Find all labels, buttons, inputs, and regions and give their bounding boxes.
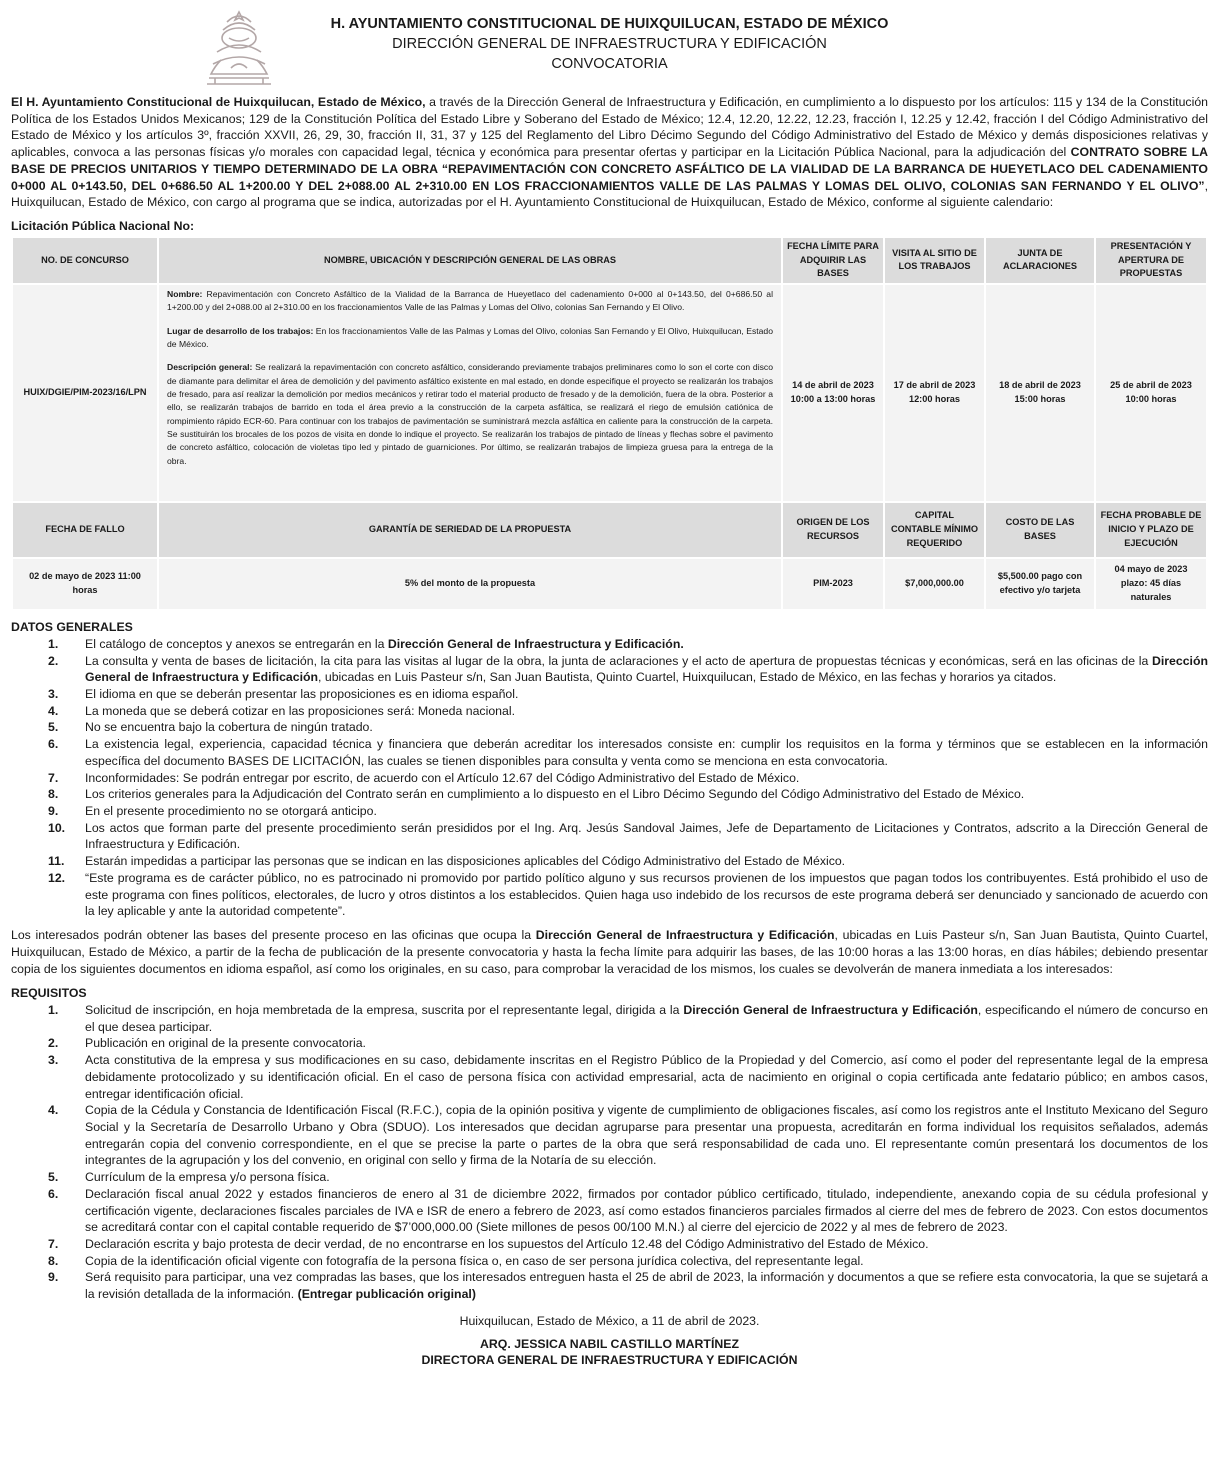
list-item-number: 7. [48, 770, 59, 785]
list-item-text [85, 1002, 1208, 1035]
capital-value: $7,000,000.00 [885, 559, 984, 609]
concurso-number: HUIX/DGIE/PIM-2023/16/LPN [13, 285, 157, 501]
list-item-text [85, 1169, 1208, 1186]
nombre-text: Repavimentación con Concreto Asfáltico de la Vialidad de la Barranca de Hueyetlaco del cadenamiento 0+000 al 0+143.50, del 0+686.50 al 1+200.00 y del 2+088.00 al 2+310.00 en los fraccionamientos Valle de las Palmas y Lomas del Olivo, colonias San Fernando y El Olivo. [167, 289, 773, 313]
col-header-visita: VISITA AL SITIO DE LOS TRABAJOS [885, 238, 984, 283]
obra-description [159, 285, 781, 501]
list-item-text [85, 719, 1208, 736]
list-item-segment-b: (Entregar publicación original) [297, 1287, 476, 1302]
requisitos-item [11, 1186, 1208, 1236]
list-item-number: 1. [48, 1002, 59, 1017]
requisitos-item [11, 1236, 1208, 1253]
nombre-label: Nombre: [167, 289, 203, 300]
list-item-segment-a: Estarán impedidas a participar las personas que se indican en las disposiciones aplicables del Código Administrativo del Estado de México. [85, 854, 846, 869]
requisitos-item [11, 1269, 1208, 1302]
list-item-number: 8. [48, 1253, 59, 1268]
details-header-row [13, 503, 1206, 557]
datos-generales-item [11, 803, 1208, 820]
list-item-segment-a: Solicitud de inscripción, en hoja membretada de la empresa, suscrita por el representante legal, dirigida a la [85, 1002, 684, 1017]
header-line-3: CONVOCATORIA [551, 56, 668, 72]
list-item-segment-a: Acta constitutiva de la empresa y sus modificaciones en su caso, debidamente inscritas en el Registro Público de la Propiedad y del Comercio, así como el poder del representante legal de la empresa debidamente protocolizado y su identificación oficial. En el caso de persona física con actividad empresarial, acta de nacimiento en original o copia certificada ante fedatario público; en ambos casos, entregar identificación oficial. [85, 1053, 1208, 1101]
place-date: Huixquilucan, Estado de México, a 11 de abril de 2023. [459, 1313, 760, 1328]
list-item-segment-a: El idioma en que se deberán presentar las proposiciones es en idioma español. [85, 687, 519, 702]
list-item-number: 12. [48, 870, 66, 885]
list-item-text [85, 1253, 1208, 1270]
list-item-number: 9. [48, 1270, 59, 1285]
col-header-nombre: NOMBRE, UBICACIÓN Y DESCRIPCIÓN GENERAL DE LAS OBRAS [159, 238, 781, 283]
origen-value: PIM-2023 [783, 559, 883, 609]
intro-issuer: El H. Ayuntamiento Constitucional de Huixquilucan, Estado de México, [11, 95, 426, 109]
col-header-costo: COSTO DE LAS BASES [986, 503, 1094, 557]
list-item-text [85, 736, 1208, 769]
calendar-header-row [13, 238, 1206, 283]
list-item-number: 10. [48, 820, 66, 835]
list-item-text [85, 686, 1208, 703]
requisitos-title: REQUISITOS [11, 986, 87, 1001]
list-item-number: 2. [48, 1036, 59, 1051]
requisitos-item [11, 1253, 1208, 1270]
datos-generales-item [11, 686, 1208, 703]
signer-position: DIRECTORA GENERAL DE INFRAESTRUCTURA Y EDIFICACIÓN [421, 1353, 798, 1368]
datos-generales-item [11, 786, 1208, 803]
list-item-number: 4. [48, 703, 59, 718]
list-item-segment-a: El catálogo de conceptos y anexos se entregarán en la [85, 636, 388, 651]
col-header-inicio: FECHA PROBABLE DE INICIO Y PLAZO DE EJECUCIÓN [1096, 503, 1206, 557]
header-line-2: DIRECCIÓN GENERAL DE INFRAESTRUCTURA Y EDIFICACIÓN [392, 36, 827, 52]
list-item-segment-a: Declaración escrita y bajo protesta de decir verdad, de no encontrarse en los supuestos del Artículo 12.48 del Código Administrativo del Estado de México. [85, 1237, 929, 1252]
datos-generales-item [11, 870, 1208, 920]
list-item-segment-a: Inconformidades: Se podrán entregar por escrito, de acuerdo con el Artículo 12.67 del Código Administrativo del Estado de México. [85, 770, 800, 785]
garantia-value: 5% del monto de la propuesta [159, 559, 781, 609]
inicio-value: 04 mayo de 2023 plazo: 45 días naturales [1096, 559, 1206, 609]
list-item-text [85, 703, 1208, 720]
list-item-number: 3. [48, 687, 59, 702]
list-item-text [85, 853, 1208, 870]
col-header-junta: JUNTA DE ACLARACIONES [986, 238, 1094, 283]
list-item-number: 11. [48, 854, 65, 869]
list-item-number: 5. [48, 720, 59, 735]
fecha-limite-value: 14 de abril de 2023 10:00 a 13:00 horas [783, 285, 883, 501]
datos-generales-title: DATOS GENERALES [11, 620, 133, 635]
list-item-segment-a: Los actos que forman parte del presente procedimiento serán presididos por el Ing. Arq. Jesús Sandoval Jaimes, Jefe de Departamento de Licitaciones y Contratos, adscrito a la Dirección General de Infraestructura y Edificación. [85, 820, 1208, 852]
list-item-segment-a: En el presente procedimiento no se otorgará anticipo. [85, 804, 377, 819]
col-header-fecha-limite: FECHA LÍMITE PARA ADQUIRIR LAS BASES [783, 238, 883, 283]
list-item-number: 4. [48, 1103, 59, 1118]
list-item-text [85, 1035, 1208, 1052]
interesados-text-1: Los interesados podrán obtener las bases del presente proceso en las oficinas que ocupa la [11, 928, 536, 943]
list-item-number: 9. [48, 804, 59, 819]
signer-name: ARQ. JESSICA NABIL CASTILLO MARTÍNEZ [480, 1336, 739, 1351]
list-item-number: 6. [48, 737, 59, 752]
list-item-text [85, 1186, 1208, 1236]
col-header-origen: ORIGEN DE LOS RECURSOS [783, 503, 883, 557]
list-item-text [85, 803, 1208, 820]
list-item-text [85, 1102, 1208, 1169]
col-header-concurso: NO. DE CONCURSO [13, 238, 157, 283]
datos-generales-item [11, 636, 1208, 653]
col-header-capital: CAPITAL CONTABLE MÍNIMO REQUERIDO [885, 503, 984, 557]
list-item-segment-b: Dirección General de Infraestructura y Edificación [683, 1002, 978, 1017]
list-item-segment-c: , especificando el número de concurso en el que desea participar. [85, 1002, 1208, 1034]
calendar-table [11, 236, 1208, 611]
requisitos-item [11, 1035, 1208, 1052]
col-header-garantia: GARANTÍA DE SERIEDAD DE LA PROPUESTA [159, 503, 781, 557]
datos-generales-list [11, 636, 1208, 920]
interesados-text-2: , ubicadas en Luis Pasteur s/n, San Juan Bautista, Quinto Cuartel, Huixquilucan, Estado de México, a partir de la fecha de publicación de la presente convocatoria y hasta la fecha límite para adquirir las bases, de las 10:00 horas a las 13:00 horas, en días hábiles; debiendo presentar copia de los siguientes documentos en idioma español, así como los originales, en su caso, para comprobar la veracidad de los mismos, los cuales se devolverán de manera inmediata a los interesados: [11, 928, 1209, 976]
datos-generales-item [11, 770, 1208, 787]
list-item-segment-a: Será requisito para participar, una vez compradas las bases, que los interesados entreguen hasta el 25 de abril de 2023, la información y documentos a que se refiere esta convocatoria, la que se sujetará a la revisión detallada de la información. [85, 1270, 1208, 1302]
list-item-text [85, 653, 1208, 686]
header-title-block [11, 14, 1208, 74]
list-item-number: 3. [48, 1053, 59, 1068]
visita-value: 17 de abril de 2023 12:00 horas [885, 285, 984, 501]
list-item-segment-a: Los criterios generales para la Adjudicación del Contrato serán en cumplimiento a lo dispuesto en el Libro Décimo Segundo del Código Administrativo del Estado de México. [85, 787, 1025, 802]
col-header-fallo: FECHA DE FALLO [13, 503, 157, 557]
lugar-text: En los fraccionamientos Valle de las Palmas y Lomas del Olivo, colonias San Fernando y El Olivo, Huixquilucan, Estado de México. [167, 325, 773, 350]
licitacion-label: Licitación Pública Nacional No: [11, 219, 195, 234]
datos-generales-item [11, 653, 1208, 686]
intro-text-1: a través de la Dirección General de Infraestructura y Edificación, en cumplimiento a lo dispuesto por los artículos: 115 y 134 de la Constitución Política de los Estados Unidos Mexicanos; 129 de la Constitución Política del Estado Libre y Soberano del Estado de México; 12.4, 12.20, 12.22, 12.23, fracción I, 12.25 y 12.42, fracción I del Código Administrativo del Estado de México y los artículos 3º, fracción XXVII, 26, 29, 30, fracción II, 31, 37 y 125 del Reglamento del Libro Décimo Segundo del Código Administrativo del Estado de México y demás disposiciones relativas y aplicables, convoca a las personas físicas y/o morales con capacidad legal, técnica y económica para presentar ofertas y participar en la Licitación Pública Nacional, para la adjudicación del [11, 95, 1208, 160]
list-item-segment-a: La consulta y venta de bases de licitación, la cita para las visitas al lugar de la obra, la junta de aclaraciones y el acto de apertura de propuestas técnicas y económicas, será en las oficinas de la [85, 653, 1152, 668]
list-item-segment-b: Dirección General de Infraestructura y Edificación. [387, 636, 684, 651]
intro-text-2: , Huixquilucan, Estado de México, con cargo al programa que se indica, autorizadas por el H. Ayuntamiento Constitucional de Huixquilucan, Estado de México, conforme al siguiente calendario: [11, 178, 1208, 210]
list-item-segment-a: “Este programa es de carácter público, no es patrocinado ni promovido por partido político alguno y sus recursos provienen de los impuestos que pagan todos los contribuyentes. Está prohibido el uso de este programa con fines políticos, electorales, de lucro y otros distintos a los establecidos. Quien haga uso indebido de los recursos de este programa deberá ser denunciado y sancionado de acuerdo con la ley aplicable y ante la autoridad competente”. [85, 870, 1208, 919]
calendar-data-row [13, 285, 1206, 501]
list-item-number: 8. [48, 787, 59, 802]
list-item-segment-a: Declaración fiscal anual 2022 y estados financieros de enero al 31 de diciembre 2022, firmados por contador público certificado, titulado, independiente, anexando copia de su cédula profesional y certificación vigente, declaraciones fiscales parciales de IVA e ISR de enero a febrero de 2023, así como estados financieros parciales firmados al cierre del mes de febrero de 2023. Con estos documentos se acreditará contar con el capital contable requerido de $7’000,000.00 (Siete millones de pesos 00/100 M.N.) al cierre del ejercicio de 2022 y al mes de febrero de 2023. [85, 1186, 1208, 1235]
header [11, 0, 1208, 86]
fallo-value: 02 de mayo de 2023 11:00 horas [13, 559, 157, 609]
list-item-segment-a: No se encuentra bajo la cobertura de ningún tratado. [85, 720, 373, 735]
details-data-row [13, 559, 1206, 609]
list-item-segment-a: Copia de la identificación oficial vigente con fotografía de la persona física o, en caso de ser persona jurídica colectiva, del representante legal. [85, 1253, 864, 1268]
list-item-number: 6. [48, 1186, 59, 1201]
requisitos-item [11, 1169, 1208, 1186]
list-item-number: 2. [48, 653, 59, 668]
list-item-number: 7. [48, 1237, 59, 1252]
datos-generales-item [11, 853, 1208, 870]
list-item-number: 5. [48, 1170, 59, 1185]
list-item-text [85, 636, 1208, 653]
descripcion-text: Se realizará la repavimentación con concreto asfáltico, considerando previamente trabajos preliminares como lo son el corte con disco de diamante para delimitar el área de demolición y del pavimento asfáltico existente en mal estado, en donde especifique el proyecto se realizarán los trabajos de fresado, para así realizar la demolición por medios mecánicos y retirar todo el material producto de fresado y de la demolición, fuera de la obra. Posterior a ello, se realizarán trabajos de barrido en toda el área previo a la construcción de la carpeta asfáltica, se realizará el riego de emulsión catiónica de rompimiento rápido ECR-60. Para continuar con los trabajos de pavimentación se suministrará mezcla asfáltica en caliente para la construcción de la carpeta. Se sustituirán los brocales de los pozos de visita en donde lo indique el proyecto. Se realizarán los trabajos de pintado de líneas y flechas sobre el pavimento de concreto asfáltico, colocación de violetas tipo led y pintado de guarniciones. Por último, se realizarán trabajos de limpieza gruesa para la entrega de la obra. [167, 362, 773, 466]
datos-generales-item [11, 820, 1208, 853]
list-item-text [85, 770, 1208, 787]
datos-generales-item [11, 719, 1208, 736]
requisitos-item [11, 1002, 1208, 1035]
descripcion-label: Descripción general: [167, 362, 253, 373]
footer [11, 1313, 1208, 1369]
presentacion-value: 25 de abril de 2023 10:00 horas [1096, 285, 1206, 501]
list-item-segment-a: Currículum de la empresa y/o persona física. [85, 1170, 330, 1185]
list-item-segment-a: La existencia legal, experiencia, capacidad técnica y financiera que deberán acreditar los interesados consiste en: cumplir los requisitos en la forma y términos que se establecen en la información específica del documento BASES DE LICITACIÓN, las cuales se tienen disponibles para consulta y venta como se menciona en esta convocatoria. [85, 737, 1208, 768]
list-item-segment-b: Dirección General de Infraestructura y Edificación [85, 653, 1208, 685]
intro-contract-title: CONTRATO SOBRE LA BASE DE PRECIOS UNITARIOS Y TIEMPO DETERMINADO DE LA OBRA “REPAVIMENTACIÓN CON CONCRETO ASFÁLTICO DE LA VIALIDAD DE LA BARRANCA DE HUEYETLACO DEL CADENAMIENTO 0+000 AL 0+143.50, DEL 0+686.50 AL 1+200.00 Y DEL 2+088.00 AL 2+310.00 EN LOS FRACCIONAMIENTOS VALLE DE LAS PALMAS Y LOMAS DEL OLIVO, COLONIAS SAN FERNANDO Y EL OLIVO” [11, 145, 1209, 193]
list-item-text [85, 1269, 1208, 1302]
list-item-text [85, 1052, 1208, 1102]
requisitos-item [11, 1052, 1208, 1102]
list-item-segment-a: Copia de la Cédula y Constancia de Identificación Fiscal (R.F.C.), copia de la opinión positiva y vigente de cumplimiento de obligaciones fiscales, así como los registros ante el Instituto Mexicano del Seguro Social y la Secretaría de Desarrollo Urbano y Obra (SDUO). Los interesados que decidan agruparse para presentar una propuesta, acreditarán en forma individual los requisitos señalados, además entregarán copia del convenio correspondiente, en el que se precise la parte o partes de la obra que será responsabilidad de cada uno. El representante común presentará los documentos de los integrantes de la agrupación y los del convenio, en original con sello y firma de la Notaría de su elección. [85, 1103, 1208, 1168]
datos-generales-item [11, 736, 1208, 769]
list-item-segment-a: Publicación en original de la presente convocatoria. [85, 1036, 366, 1051]
lugar-label: Lugar de desarrollo de los trabajos: [167, 325, 314, 336]
costo-value: $5,500.00 pago con efectivo y/o tarjeta [986, 559, 1094, 609]
list-item-segment-a: La moneda que se deberá cotizar en las proposiciones será: Moneda nacional. [85, 703, 515, 718]
list-item-text [85, 870, 1208, 920]
list-item-text [85, 786, 1208, 803]
junta-value: 18 de abril de 2023 15:00 horas [986, 285, 1094, 501]
requisitos-list [11, 1002, 1208, 1303]
list-item-text [85, 820, 1208, 853]
datos-generales-item [11, 703, 1208, 720]
interesados-office: Dirección General de Infraestructura y Edificación [535, 928, 835, 943]
col-header-presentacion: PRESENTACIÓN Y APERTURA DE PROPUESTAS [1096, 238, 1206, 283]
header-line-1: H. AYUNTAMIENTO CONSTITUCIONAL DE HUIXQUILUCAN, ESTADO DE MÉXICO [330, 16, 889, 32]
intro-paragraph [11, 94, 1208, 211]
requisitos-item [11, 1102, 1208, 1169]
list-item-text [85, 1236, 1208, 1253]
interesados-paragraph [11, 927, 1208, 977]
list-item-segment-c: , ubicadas en Luis Pasteur s/n, San Juan Bautista, Quinto Cuartel, Huixquilucan, Estado de México, en las fechas y horarios ya citados. [318, 670, 1057, 685]
list-item-number: 1. [48, 636, 59, 651]
